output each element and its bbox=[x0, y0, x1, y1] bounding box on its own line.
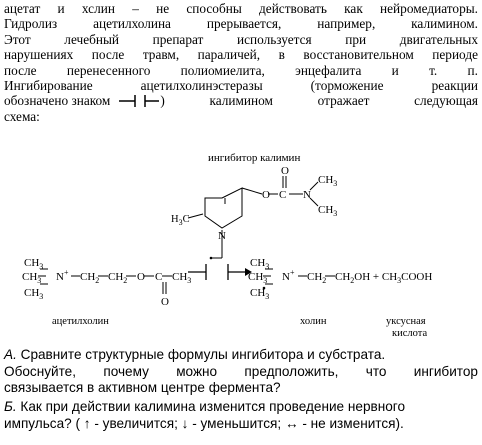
inh-ring-n: N bbox=[218, 230, 226, 242]
sub-n-plus: N+ bbox=[56, 268, 69, 283]
inhibitor-ring bbox=[205, 188, 242, 228]
question-a-line-1: А. Сравните структурные формулы ингибитора и субстрата. bbox=[4, 347, 386, 362]
inh-o2: O bbox=[281, 165, 289, 177]
product1-label: холин bbox=[300, 316, 327, 327]
prod-ch3-mid: $CH_3$ bbox=[248, 271, 268, 285]
inh-c: C bbox=[279, 189, 287, 201]
sub-ch2-2: $CH_2$ bbox=[108, 271, 128, 285]
intro-line-7 bbox=[4, 93, 478, 108]
prod-ch2: $CH_2$ bbox=[307, 271, 327, 285]
question-b bbox=[4, 399, 478, 432]
sub-ch3-mid: $CH_3$ bbox=[22, 271, 42, 285]
intro-line-4: нарушениях после травм, параличей, в восстановительном периоде bbox=[4, 47, 478, 63]
prod-rest: $CH_2OH$ + $CH_3COOH$ bbox=[335, 271, 433, 285]
sub-ch3-bot: $CH_3$ bbox=[24, 287, 44, 301]
intro-line-2: Гидролиз ацетилхолина прерывается, например, калимином. bbox=[4, 16, 478, 32]
product2-label: уксусная bbox=[386, 316, 426, 327]
prod-ch3-bot: $CH_3$ bbox=[250, 287, 270, 301]
reaction-scheme bbox=[0, 148, 482, 348]
question-b-line-1: Б. Как при действии калимина изменится проведение нервного bbox=[4, 399, 406, 414]
question-a-label: А. bbox=[4, 347, 17, 362]
substrate-label: ацетилхолин bbox=[52, 316, 109, 327]
inhibition-sign-icon bbox=[118, 94, 160, 108]
sub-ch3-end: $CH_3$ bbox=[172, 271, 192, 285]
intro-line-3: Этот лечебный препарат используется при двигательных bbox=[4, 31, 478, 47]
sub-o: O bbox=[137, 271, 145, 283]
inh-ch3-1: $CH_3$ bbox=[318, 174, 338, 188]
intro-line-1: ацетат и хслин – не способны действовать как нейромедиаторы. bbox=[4, 1, 478, 16]
inh-o1: O bbox=[262, 189, 270, 201]
sub-ch2-1: $CH_2$ bbox=[80, 271, 100, 285]
intro-line-7-after: ) калимином отражает следующая bbox=[160, 93, 478, 109]
question-a-line-2: Обоснуйте, почему можно предположить, что ингибитор bbox=[4, 363, 478, 379]
intro-line-7-before: обозначено знаком bbox=[4, 93, 111, 109]
inh-h3c: $H_3C$ bbox=[171, 214, 190, 227]
sub-o2: O bbox=[161, 296, 169, 308]
sub-ch3-top: $CH_3$ bbox=[24, 257, 44, 271]
question-b-label: Б. bbox=[4, 399, 17, 414]
prod-n-plus: N+ bbox=[282, 268, 295, 283]
intro-line-8: схема: bbox=[4, 108, 40, 124]
intro-paragraph bbox=[4, 1, 478, 124]
inh-n: N bbox=[303, 189, 311, 201]
question-b-line-2: импульса? ( ↑ - увеличится; ↓ - уменьшится; ↔ - не изменится). bbox=[4, 415, 404, 431]
inhibitor-label: ингибитор калимин bbox=[208, 152, 301, 164]
sub-c: C bbox=[155, 271, 163, 283]
question-a-line-3: связывается в активном центре фермента? bbox=[4, 380, 281, 396]
question-a bbox=[4, 347, 478, 397]
intro-line-5: после перенесенного полиомиелита, энцефалита и т. п. bbox=[4, 62, 478, 78]
inh-ch3-2: $CH_3$ bbox=[318, 204, 338, 218]
prod-ch3-top: $CH_3$ bbox=[250, 257, 270, 271]
intro-line-6: Ингибирование ацетилхолинэстеразы (торможение реакции bbox=[4, 78, 478, 94]
product2-label-2: кислота bbox=[392, 328, 428, 339]
